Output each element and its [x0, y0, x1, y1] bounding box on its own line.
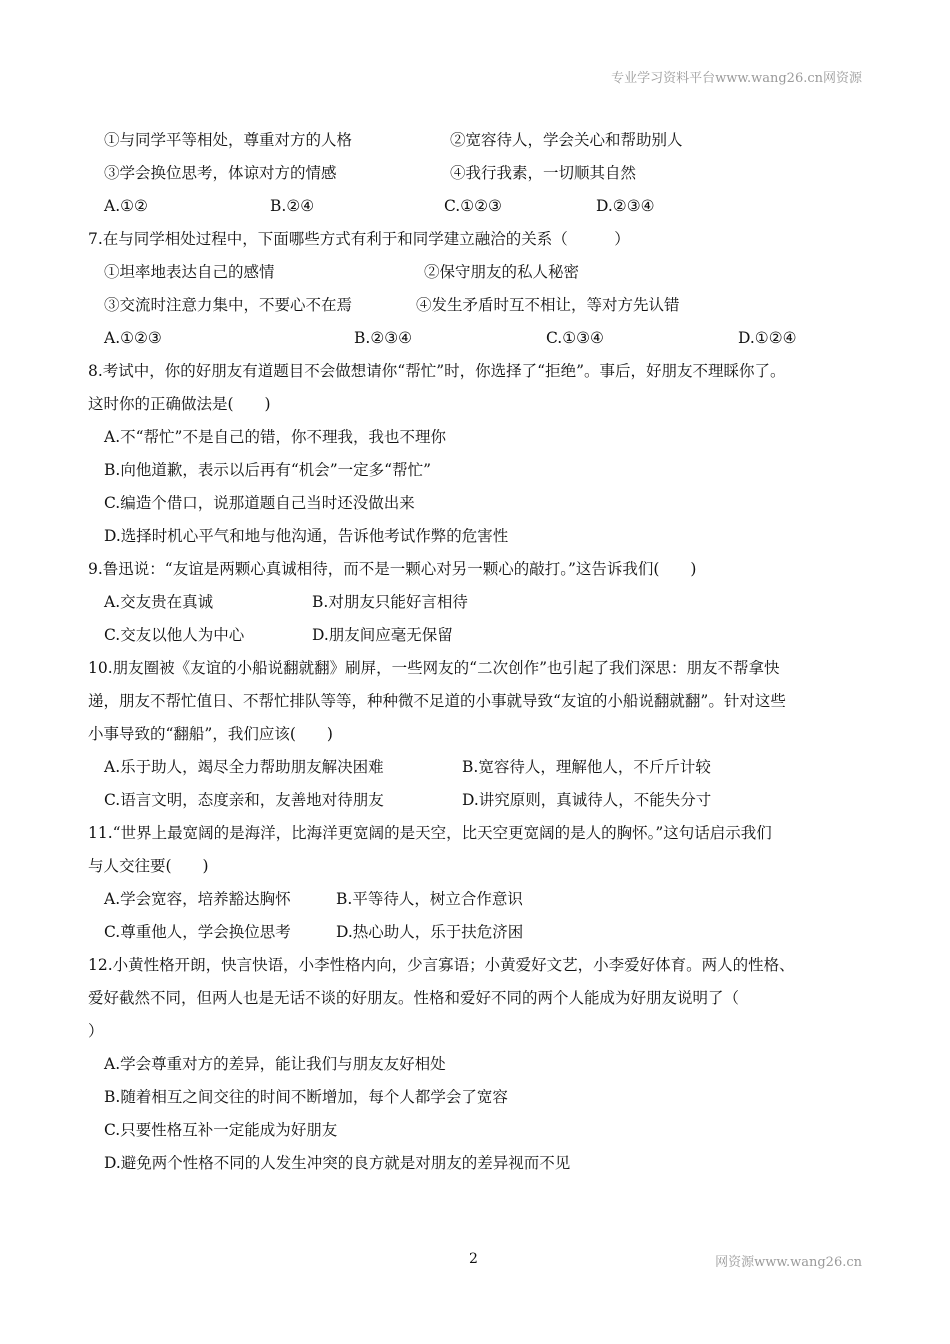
- q7-option-b: B.②③④: [354, 329, 413, 347]
- q8-stem-line2: 这时你的正确做法是( ): [88, 395, 271, 413]
- q12-option-b: B.随着相互之间交往的时间不断增加，每个人都学会了宽容: [104, 1088, 508, 1106]
- q10-option-c: C.语言文明，态度亲和，友善地对待朋友: [104, 791, 384, 809]
- q10-stem-line1: 10.朋友圈被《友谊的小船说翻就翻》刷屏，一些网友的“二次创作”也引起了我们深思：朋友不帮拿快: [88, 659, 780, 677]
- q10-option-d: D.讲究原则，真诚待人，不能失分寸: [462, 791, 712, 809]
- q9-option-d: D.朋友间应毫无保留: [312, 626, 453, 644]
- q9-stem: 9.鲁迅说：“友谊是两颗心真诚相待，而不是一颗心对另一颗心的敲打。”这告诉我们( ): [88, 560, 697, 578]
- q8-option-c: C.编造个借口，说那道题自己当时还没做出来: [104, 494, 415, 512]
- q7-stem: 7.在与同学相处过程中，下面哪些方式有利于和同学建立融洽的关系（ ）: [88, 230, 630, 248]
- q9-option-c: C.交友以他人为中心: [104, 626, 245, 644]
- q6-option-a: A.①②: [104, 197, 148, 215]
- q6-statement-4: ④我行我素，一切顺其自然: [450, 164, 637, 182]
- q7-option-c: C.①③④: [546, 329, 604, 347]
- q6-option-b: B.②④: [270, 197, 315, 215]
- q11-option-a: A.学会宽容，培养豁达胸怀: [104, 890, 291, 908]
- q10-stem-line2: 递，朋友不帮忙值日、不帮忙排队等等，种种微不足道的小事就导致“友谊的小船说翻就翻”。针对这些: [88, 692, 786, 710]
- q12-option-a: A.学会尊重对方的差异，能让我们与朋友友好相处: [104, 1055, 446, 1073]
- q8-stem-line1: 8.考试中，你的好朋友有道题目不会做想请你“帮忙”时，你选择了“拒绝”。事后，好朋友不理睬你了。: [88, 362, 786, 380]
- q11-option-b: B.平等待人，树立合作意识: [336, 890, 523, 908]
- q7-statements-row2: [88, 289, 888, 322]
- q7-statement-3: ③交流时注意力集中，不要心不在焉: [104, 296, 353, 314]
- q11-options-row2: [88, 916, 888, 949]
- header-site-text: 专业学习资料平台www.wang26.cn网资源: [611, 71, 862, 86]
- q7-options: [88, 322, 888, 355]
- q12-option-c: C.只要性格互补一定能成为好朋友: [104, 1121, 338, 1139]
- q7-statement-1: ①坦率地表达自己的感情: [104, 263, 275, 281]
- q7-option-d: D.①②④: [738, 329, 797, 347]
- q7-statements-row1: [88, 256, 888, 289]
- q6-statements-row1: [88, 124, 888, 157]
- q7-statement-2: ②保守朋友的私人秘密: [424, 263, 580, 281]
- q12-option-d: D.避免两个性格不同的人发生冲突的良方就是对朋友的差异视而不见: [104, 1154, 571, 1172]
- q12-stem-line2: 爱好截然不同，但两人也是无话不谈的好朋友。性格和爱好不同的两个人能成为好朋友说明了（: [88, 989, 740, 1007]
- q11-options-row1: [88, 883, 888, 916]
- q6-option-c: C.①②③: [444, 197, 502, 215]
- q11-stem-line2: 与人交往要( ): [88, 857, 209, 875]
- q8-option-b: B.向他道歉，表示以后再有“机会”一定多“帮忙”: [104, 461, 432, 479]
- q6-statement-2: ②宽容待人，学会关心和帮助别人: [450, 131, 683, 149]
- q9-option-b: B.对朋友只能好言相待: [312, 593, 468, 611]
- q12-stem-line1: 12.小黄性格开朗，快言快语，小李性格内向，少言寡语；小黄爱好文艺，小李爱好体育。两人的性格、: [88, 956, 795, 974]
- q9-options-row1: [88, 586, 888, 619]
- q11-option-c: C.尊重他人，学会换位思考: [104, 923, 291, 941]
- q10-options-row1: [88, 751, 888, 784]
- q10-options-row2: [88, 784, 888, 817]
- question-content: [88, 124, 888, 1180]
- q11-option-d: D.热心助人，乐于扶危济困: [336, 923, 524, 941]
- page-number: 2: [469, 1251, 478, 1267]
- q11-stem-line1: 11.“世界上最宽阔的是海洋，比海洋更宽阔的是天空，比天空更宽阔的是人的胸怀。”这句话启示我们: [88, 824, 772, 842]
- q6-option-d: D.②③④: [596, 197, 655, 215]
- footer-site-text: 网资源www.wang26.cn: [715, 1255, 862, 1270]
- q9-option-a: A.交友贵在真诚: [104, 593, 214, 611]
- q7-option-a: A.①②③: [104, 329, 162, 347]
- q6-statement-1: ①与同学平等相处，尊重对方的人格: [104, 131, 353, 149]
- q10-option-a: A.乐于助人，竭尽全力帮助朋友解决困难: [104, 758, 384, 776]
- q6-statements-row2: [88, 157, 888, 190]
- q8-option-a: A.不“帮忙”不是自己的错，你不理我，我也不理你: [104, 428, 446, 446]
- q6-options: [88, 190, 888, 223]
- q9-options-row2: [88, 619, 888, 652]
- q6-statement-3: ③学会换位思考，体谅对方的情感: [104, 164, 337, 182]
- q7-statement-4: ④发生矛盾时互不相让，等对方先认错: [416, 296, 680, 314]
- q10-stem-line3: 小事导致的“翻船”，我们应该( ): [88, 725, 333, 743]
- q8-option-d: D.选择时机心平气和地与他沟通，告诉他考试作弊的危害性: [104, 527, 509, 545]
- q10-option-b: B.宽容待人，理解他人，不斤斤计较: [462, 758, 711, 776]
- q12-stem-line3: ）: [88, 1022, 104, 1040]
